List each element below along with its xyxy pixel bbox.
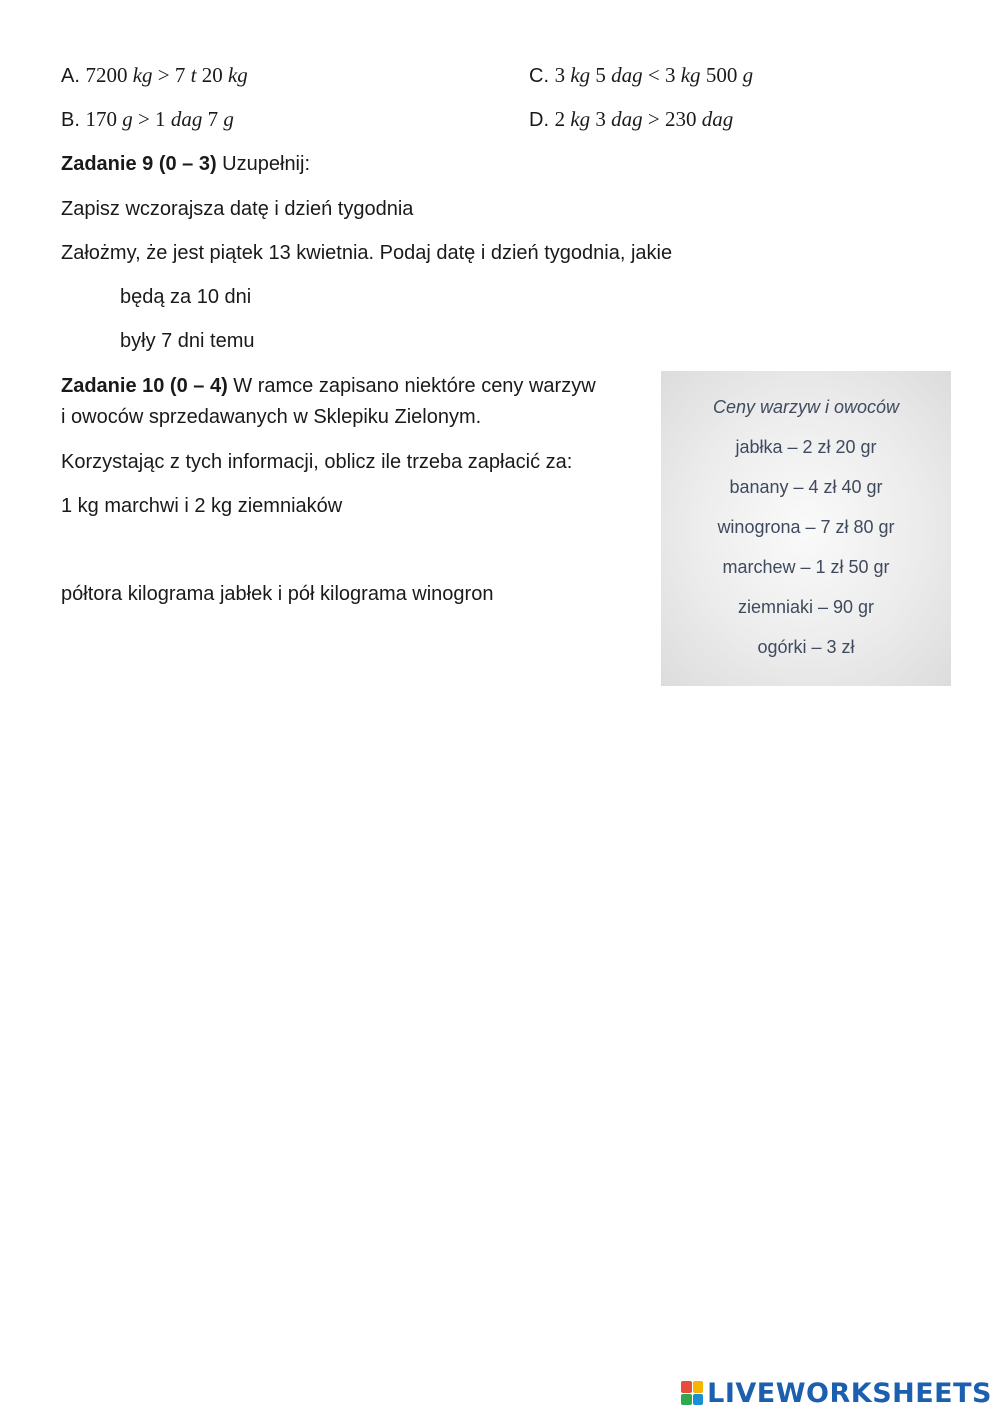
option-d-letter: D.: [529, 109, 549, 131]
price-item: banany – 4 zł 40 gr: [729, 477, 883, 497]
logo-square: [693, 1394, 704, 1406]
option-c: [529, 62, 753, 89]
math-number: > 1: [132, 107, 171, 131]
task10-heading: Zadanie 10 (0 – 4): [61, 375, 228, 397]
math-unit: g: [223, 107, 234, 131]
price-item: ogórki – 3 zł: [757, 637, 855, 657]
price-item: ziemniaki – 90 gr: [737, 597, 875, 617]
option-d-expression: [555, 107, 734, 131]
task9-sub2: były 7 dni temu: [120, 330, 255, 352]
math-number: 170: [85, 107, 123, 131]
math-unit: kg: [570, 107, 591, 131]
task10-question: Korzystając z tych informacji, oblicz ile trzeba zapłacić za:: [61, 451, 573, 473]
math-number: > 7: [152, 63, 191, 87]
math-unit: dag: [170, 107, 203, 131]
option-d: [529, 106, 733, 133]
task10-intro-line2: i owoców sprzedawanych w Sklepiku Zielonym.: [61, 406, 482, 428]
logo-square: [693, 1381, 704, 1393]
math-number: 20: [196, 63, 228, 87]
math-number: 7200: [85, 63, 133, 87]
price-item: winogrona – 7 zł 80 gr: [717, 517, 895, 537]
price-box-title: Ceny warzyw i owoców: [712, 397, 900, 417]
math-unit: kg: [227, 63, 248, 87]
task10-item2: półtora kilograma jabłek i pół kilograma winogron: [61, 583, 494, 605]
math-unit: kg: [570, 63, 591, 87]
math-unit: g: [122, 107, 133, 131]
task10-heading-line: [61, 373, 596, 399]
math-unit: dag: [611, 63, 643, 87]
option-c-expression: [555, 63, 754, 87]
math-number: > 230: [642, 107, 702, 131]
math-unit: dag: [611, 107, 643, 131]
task10-intro-line1: W ramce zapisano niektóre ceny warzyw: [227, 375, 596, 397]
option-b: [61, 106, 234, 133]
task10-item1: 1 kg marchwi i 2 kg ziemniaków: [61, 495, 343, 517]
math-number: 2: [554, 107, 571, 131]
price-item: jabłka – 2 zł 20 gr: [735, 437, 877, 457]
math-number: 3: [590, 107, 612, 131]
price-item: marchew – 1 zł 50 gr: [722, 557, 890, 577]
task9-instruction: Uzupełnij:: [216, 153, 311, 175]
option-a: [61, 62, 248, 89]
option-a-expression: [85, 63, 247, 87]
logo-square: [681, 1381, 692, 1393]
math-number: 3: [554, 63, 571, 87]
task9-line1: Zapisz wczorajsza datę i dzień tygodnia: [61, 198, 414, 220]
math-unit: kg: [132, 63, 153, 87]
task9-heading: Zadanie 9 (0 – 3): [61, 153, 217, 175]
math-number: 500: [700, 63, 743, 87]
logo-square: [681, 1394, 692, 1406]
option-a-letter: A.: [61, 65, 80, 87]
math-unit: t: [190, 63, 197, 87]
task9-line2: Założmy, że jest piątek 13 kwietnia. Podaj datę i dzień tygodnia, jakie: [61, 242, 673, 264]
option-b-expression: [85, 107, 233, 131]
math-number: 5: [590, 63, 612, 87]
price-box: [661, 371, 951, 686]
task9-sub1: będą za 10 dni: [120, 286, 252, 308]
liveworksheets-logo-icon: [681, 1381, 703, 1405]
math-unit: g: [742, 63, 754, 87]
option-c-letter: C.: [529, 65, 549, 87]
liveworksheets-logo: [681, 1376, 992, 1410]
math-number: 7: [202, 107, 224, 131]
math-number: < 3: [642, 63, 681, 87]
math-unit: dag: [701, 107, 734, 131]
option-b-letter: B.: [61, 109, 80, 131]
task9-heading-line: [61, 151, 310, 177]
liveworksheets-logo-text: LIVEWORKSHEETS: [707, 1377, 992, 1409]
math-unit: kg: [680, 63, 701, 87]
